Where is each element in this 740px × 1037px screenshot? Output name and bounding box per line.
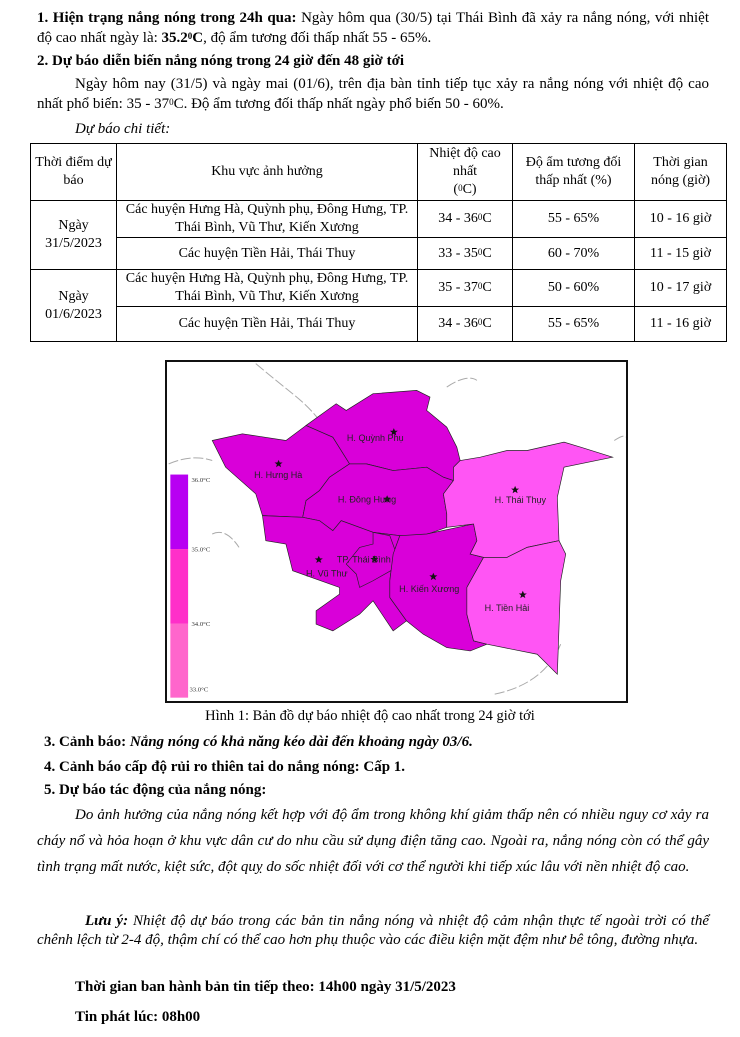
figure-caption: Hình 1: Bản đồ dự báo nhiệt độ cao nhất trong 24 giờ tới	[205, 708, 535, 724]
map-label: H. Hưng Hà	[254, 469, 303, 480]
legend-swatch	[170, 624, 188, 698]
next-issue-time: Thời gian ban hành bản tin tiếp theo: 14h00 ngày 31/5/2023	[75, 979, 456, 995]
legend-swatch	[170, 549, 188, 623]
section-2-heading: 2. Dự báo diễn biến nắng nóng trong 24 giờ đến 48 giờ tới	[37, 53, 405, 69]
map-label: H. Đông Hưng	[337, 494, 397, 505]
section-2-paragraph: Ngày hôm nay (31/5) và ngày mai (01/6), trên địa bàn tỉnh tiếp tục xảy ra nắng nóng với nhiệt độ cao nhất phổ biến: $35 - 37^0C$. Độ ẩm tương đối thấp nhất ngày phổ biến 50 - 60%.	[37, 76, 709, 112]
legend-label: 35.0°C	[191, 546, 211, 554]
section-5-heading: 5. Dự báo tác động của nắng nóng:	[44, 782, 267, 798]
map-label: TP. Thái Bình	[336, 554, 391, 565]
table-row: Các huyện Tiền Hải, Thái Thuy $33 - 35^0C$ 60 - 70% 11 - 15 giờ	[31, 238, 727, 270]
legend-label: 36.0°C	[191, 477, 211, 485]
table-row: Ngày 31/5/2023 Các huyện Hưng Hà, Quỳnh phụ, Đông Hưng, TP. Thái Bình, Vũ Thư, Kiến Xương $34 - 36^0C$ 55 - 65% 10 - 16 giờ	[31, 201, 727, 238]
forecast-table: Thời điểm dự báo Khu vực ảnh hưởng Nhiệt độ cao nhất ($^0$C) Độ ẩm tương đối thấp nhất (%) Thời gian nóng (giờ) Ngày 31/5/2023 Các huyện Hưng Hà, Quỳnh phụ, Đông Hưng, TP. Thái Bình, Vũ Thư, Kiến Xương $34 - 36^0C$ 55 - 65% 10 - 16 giờ Các huyện Tiền Hải, Thái Thuy $33 - 35^0C$ 60 - 70% 11 - 15 giờ Ngày 01/6/2023 Các huyện Hưng Hà, Quỳnh phụ, Đông Hưng, TP. Thái Bình, Vũ Thư, Kiến Xương $35 - 37^0C$ 50 - 60% 10 - 17 giờ Các huyện Tiền Hải, Thái Thuy $34 - 36^0C$ 55 - 65% 11 - 16 giờ	[30, 143, 727, 342]
note: Lưu ý: Nhiệt độ dự báo trong các bản tin nắng nóng và nhiệt độ cảm nhận thực tế ngoài trời có thể chênh lệch từ 2-4 độ, thậm chí có thể cao hơn phụ thuộc vào các điều kiện mặt đệm như bê tông, đường nhựa.	[37, 913, 709, 948]
section-4: 4. Cảnh báo cấp độ rủi ro thiên tai do nắng nóng: Cấp 1.	[44, 759, 406, 775]
map-label: H. Thái Thụy	[494, 494, 547, 505]
table-row: Các huyện Tiền Hải, Thái Thuy $34 - 36^0C$ 55 - 65% 11 - 16 giờ	[31, 307, 727, 342]
map-legend	[170, 475, 211, 698]
legend-swatch	[170, 475, 188, 549]
detail-label: Dự báo chi tiết:	[75, 121, 171, 137]
issued-time: Tin phát lúc: 08h00	[75, 1009, 201, 1025]
section-1: 1. Hiện trạng nắng nóng trong 24h qua: Ngày hôm qua (30/5) tại Thái Bình đã xảy ra nắng nóng, với nhiệt độ cao nhất ngày là: 35.2$^0$C, độ ẩm tương đối thấp nhất 55 - 65%.	[37, 10, 710, 46]
legend-label: 34.0°C	[191, 620, 211, 628]
map-label: H. Kiến Xương	[399, 583, 460, 594]
map-label: H. Tiền Hải	[484, 603, 530, 614]
legend-label: 33.0°C	[189, 686, 209, 694]
section-5-text: Do ảnh hưởng của nắng nóng kết hợp với độ ẩm trong không khí giảm thấp nên có nhiều nguy cơ xảy ra cháy nổ và hỏa hoạn ở khu vực dân cư do nhu cầu sử dụng điện tăng cao. Ngoài ra, nắng nóng còn có thể gây tình trạng mất nước, kiệt sức, đột quỵ do sốc nhiệt đối với cơ thể người khi tiếp xúc lâu với nền nhiệt độ cao.	[37, 807, 709, 875]
table-row: Ngày 01/6/2023 Các huyện Hưng Hà, Quỳnh phụ, Đông Hưng, TP. Thái Bình, Vũ Thư, Kiến Xương $35 - 37^0C$ 50 - 60% 10 - 17 giờ	[31, 270, 727, 307]
section-3: 3. Cảnh báo: Nắng nóng có khả năng kéo dài đến khoảng ngày 03/6.	[44, 734, 473, 750]
map-label: H. Vũ Thư	[306, 568, 348, 579]
map-label: H. Quỳnh Phụ	[346, 433, 404, 444]
temperature-map	[165, 360, 628, 703]
